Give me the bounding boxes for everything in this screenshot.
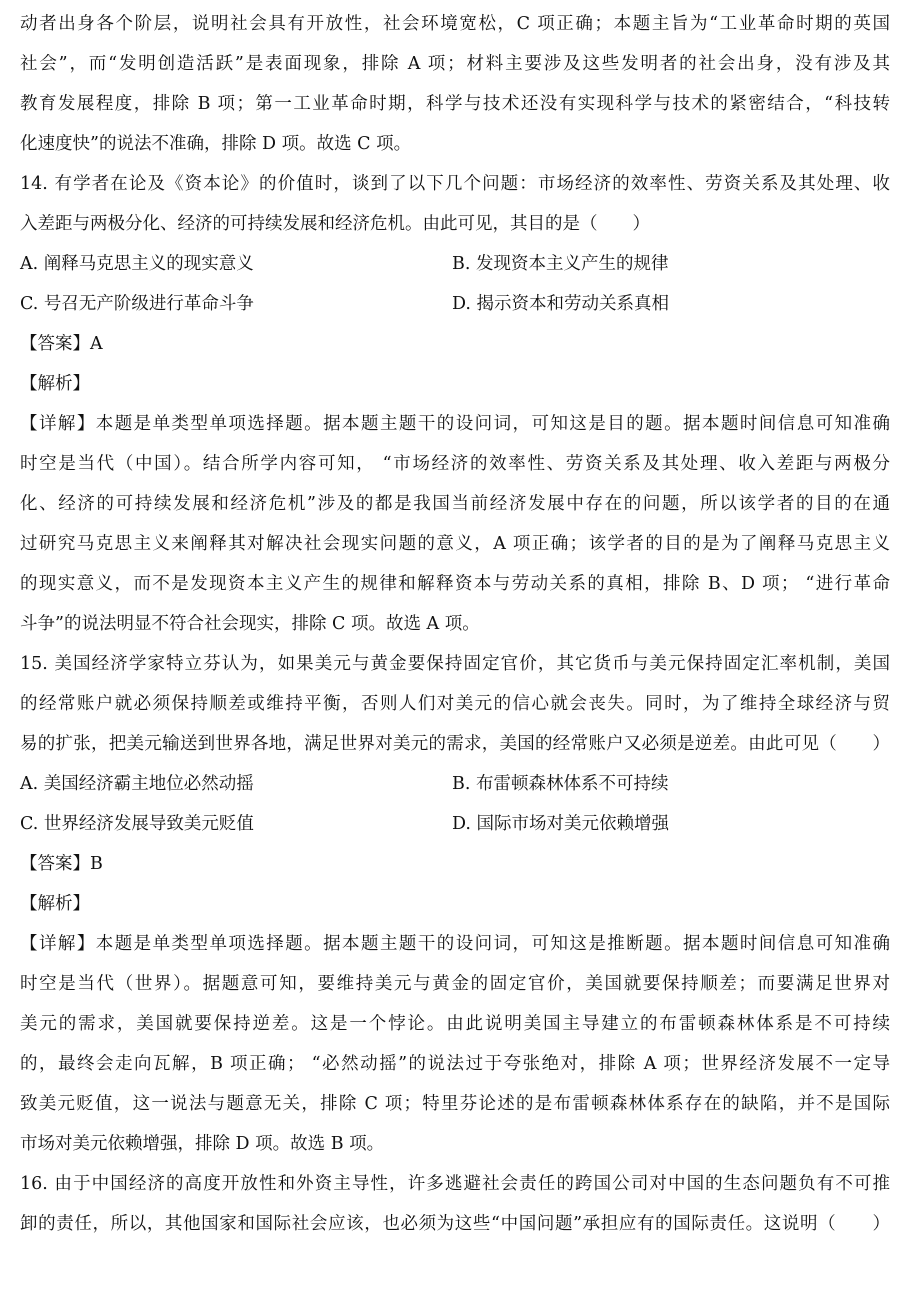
option-b: B. 发现资本主义产生的规律 (452, 254, 669, 274)
option-d: D. 揭示资本和劳动关系真相 (452, 294, 670, 314)
option-c: C. 号召无产阶级进行革命斗争 (20, 294, 254, 314)
options-row (20, 804, 890, 844)
question-stem-line: 入差距与两极分化、经济的可持续发展和经济危机。由此可见，其目的是（ ） (20, 214, 650, 234)
document-page (20, 4, 890, 1244)
paragraph-line: 社会”，而“发明创造活跃”是表面现象，排除 A 项；材料主要涉及这些发明者的社会出身，没有涉及其 (20, 54, 890, 74)
option-a: A. 阐释马克思主义的现实意义 (20, 254, 254, 274)
paragraph-line: 动者出身各个阶层，说明社会具有开放性，社会环境宽松，C 项正确；本题主旨为“工业革命时期的英国 (20, 14, 890, 34)
analysis-label: 【解析】 (20, 374, 90, 394)
question-stem-line: 易的扩张，把美元输送到世界各地，满足世界对美元的需求，美国的经常账户又必须是逆差。由此可见（ ） (20, 734, 890, 754)
option-d: D. 国际市场对美元依赖增强 (452, 814, 670, 834)
paragraph-line: 教育发展程度，排除 B 项；第一工业革命时期，科学与技术还没有实现科学与技术的紧密结合，“科技转 (20, 94, 890, 114)
detail-line: 市场对美元依赖增强，排除 D 项。故选 B 项。 (20, 1134, 385, 1154)
answer-line: 【答案】A (20, 334, 103, 354)
analysis-label: 【解析】 (20, 894, 90, 914)
question-stem-line: 14. 有学者在论及《资本论》的价值时，谈到了以下几个问题：市场经济的效率性、劳资关系及其处理、收 (20, 174, 890, 194)
question-16 (20, 1164, 890, 1244)
detail-line: 时空是当代（世界）。据题意可知，要维持美元与黄金的固定官价，美国就要保持顺差；而要满足世界对 (20, 974, 890, 994)
answer-line: 【答案】B (20, 854, 103, 874)
detail-line: 美元的需求，美国就要保持逆差。这是一个悖论。由此说明美国主导建立的布雷顿森林体系是不可持续 (20, 1014, 890, 1034)
question-stem-line: 16. 由于中国经济的高度开放性和外资主导性，许多逃避社会责任的跨国公司对中国的生态问题负有不可推 (20, 1174, 890, 1194)
detail-line: 【详解】本题是单类型单项选择题。据本题主题干的设问词，可知这是推断题。据本题时间信息可知准确 (20, 934, 890, 954)
question-stem-line: 15. 美国经济学家特立芬认为，如果美元与黄金要保持固定官价，其它货币与美元保持固定汇率机制，美国 (20, 654, 890, 674)
question-stem-line: 卸的责任，所以，其他国家和国际社会应该，也必须为这些“中国问题”承担应有的国际责任。这说明（ ） (20, 1214, 890, 1234)
detail-line: 斗争”的说法明显不符合社会现实，排除 C 项。故选 A 项。 (20, 614, 480, 634)
option-a: A. 美国经济霸主地位必然动摇 (20, 774, 254, 794)
detail-line: 致美元贬值，这一说法与题意无关，排除 C 项；特里芬论述的是布雷顿森林体系存在的缺陷，并不是国际 (20, 1094, 890, 1114)
question-14 (20, 164, 890, 644)
question-stem-line: 的经常账户就必须保持顺差或维持平衡，否则人们对美元的信心就会丧失。同时，为了维持全球经济与贸 (20, 694, 890, 714)
previous-answer-continuation (20, 4, 890, 164)
detail-line: 【详解】本题是单类型单项选择题。据本题主题干的设问词，可知这是目的题。据本题时间信息可知准确 (20, 414, 890, 434)
detail-line: 时空是当代（中国）。结合所学内容可知， “市场经济的效率性、劳资关系及其处理、收入差距与两极分 (20, 454, 890, 474)
option-b: B. 布雷顿森林体系不可持续 (452, 774, 669, 794)
question-15 (20, 644, 890, 1164)
detail-line: 的，最终会走向瓦解，B 项正确； “必然动摇”的说法过于夸张绝对，排除 A 项；世界经济发展不一定导 (20, 1054, 890, 1074)
options-row (20, 244, 890, 284)
detail-line: 过研究马克思主义来阐释其对解决社会现实问题的意义，A 项正确；该学者的目的是为了阐释马克思主义 (20, 534, 890, 554)
options-row (20, 284, 890, 324)
detail-line: 的现实意义，而不是发现资本主义产生的规律和解释资本与劳动关系的真相，排除 B、D 项； “进行革命 (20, 574, 890, 594)
option-c: C. 世界经济发展导致美元贬值 (20, 814, 254, 834)
options-row (20, 764, 890, 804)
paragraph-line: 化速度快”的说法不准确，排除 D 项。故选 C 项。 (20, 134, 412, 154)
detail-line: 化、经济的可持续发展和经济危机”涉及的都是我国当前经济发展中存在的问题，所以该学者的目的在通 (20, 494, 890, 514)
